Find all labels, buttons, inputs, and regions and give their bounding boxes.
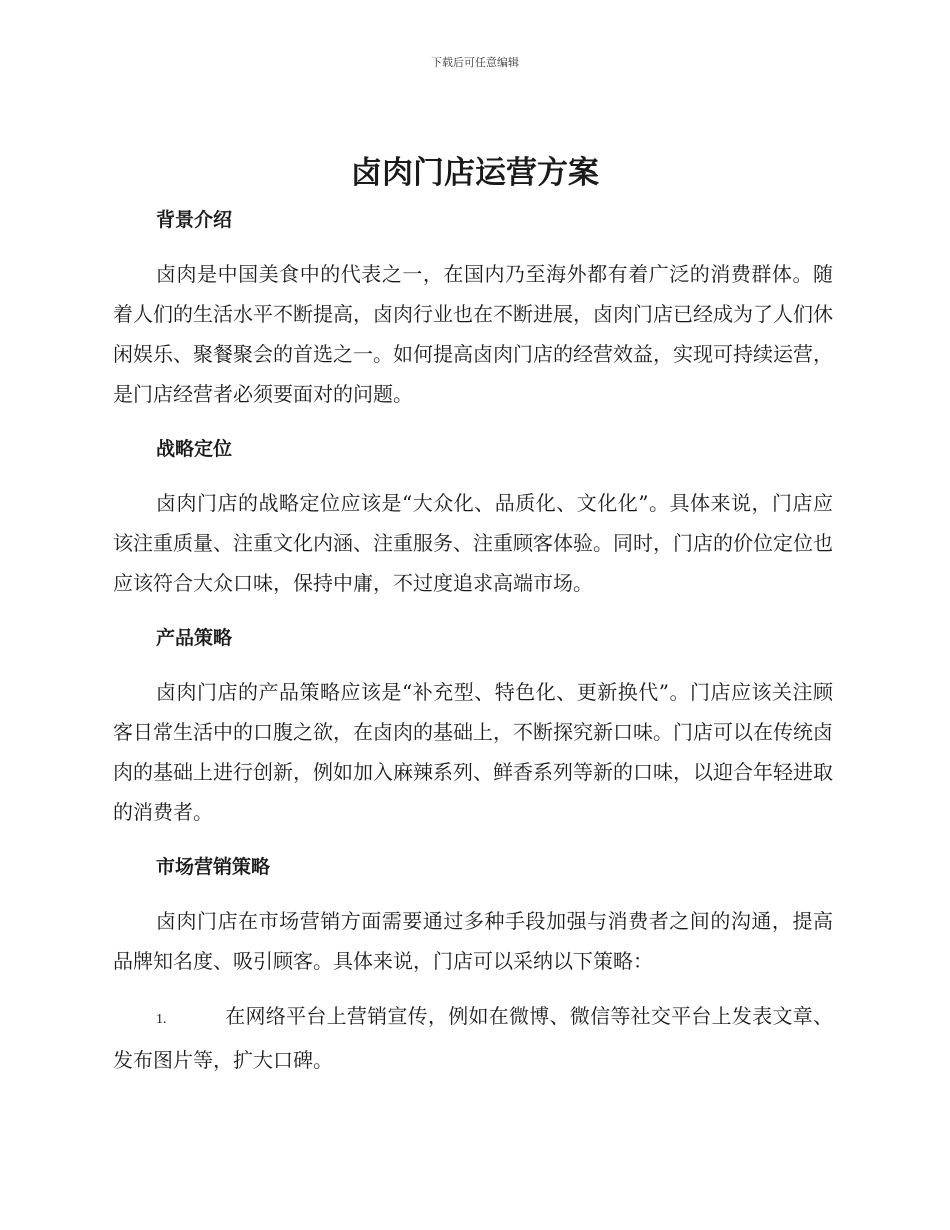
section-heading-strategy: 战略定位 bbox=[156, 438, 233, 460]
list-item-number: 1. bbox=[156, 1012, 167, 1027]
section-heading-product: 产品策略 bbox=[156, 627, 233, 649]
document-body bbox=[113, 200, 833, 1080]
section-paragraph-background: 卤肉是中国美食中的代表之一，在国内乃至海外都有着广泛的消费群体。随着人们的生活水平不断提高，卤肉行业也在不断进展，卤肉门店已经成为了人们休闲娱乐、聚餐聚会的首选之一。如何提高卤肉门店的经营效益，实现可持续运营，是门店经营者必须要面对的问题。 bbox=[113, 262, 833, 406]
section-heading-marketing: 市场营销策略 bbox=[156, 856, 271, 878]
list-item bbox=[113, 996, 833, 1080]
section-heading-background: 背景介绍 bbox=[156, 209, 233, 231]
section-paragraph-product: 卤肉门店的产品策略应该是“补充型、特色化、更新换代”。门店应该关注顾客日常生活中的口腹之欲，在卤肉的基础上，不断探究新口味。门店可以在传统卤肉的基础上进行创新，例如加入麻辣系列、鲜香系列等新的口味，以迎合年轻进取的消费者。 bbox=[113, 680, 833, 824]
header-note: 下载后可任意编辑 bbox=[431, 56, 519, 69]
document-title: 卤肉门店运营方案 bbox=[351, 155, 599, 191]
section-paragraph-marketing: 卤肉门店在市场营销方面需要通过多种手段加强与消费者之间的沟通，提高品牌知名度、吸引顾客。具体来说，门店可以采纳以下策略： bbox=[113, 909, 833, 973]
list-item-text: 在网络平台上营销宣传，例如在微博、微信等社交平台上发表文章、发布图片等，扩大口碑。 bbox=[113, 1004, 833, 1072]
section-paragraph-strategy: 卤肉门店的战略定位应该是“大众化、品质化、文化化”。具体来说，门店应该注重质量、注重文化内涵、注重服务、注重顾客体验。同时，门店的价位定位也应该符合大众口味，保持中庸，不过度追求高端市场。 bbox=[113, 491, 833, 595]
